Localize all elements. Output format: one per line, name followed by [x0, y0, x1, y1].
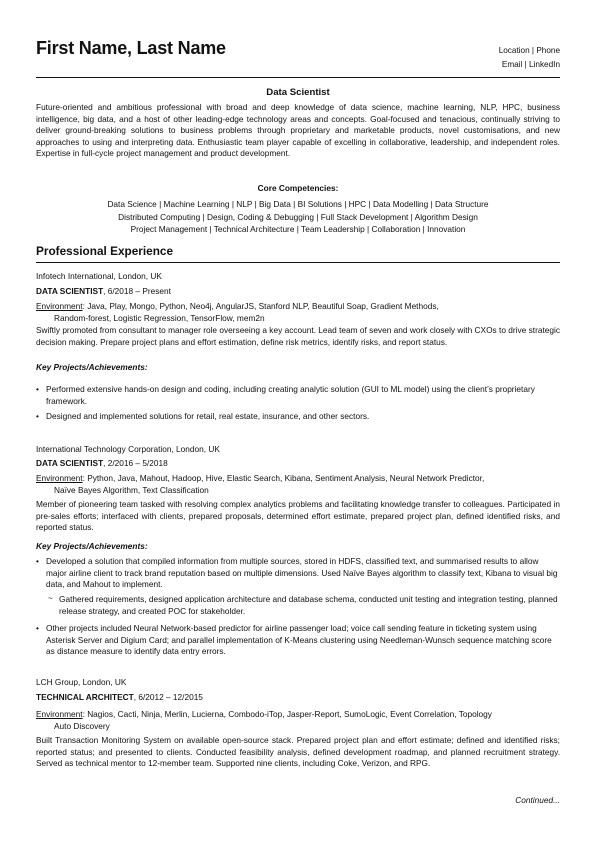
bullet-text: Developed a solution that compiled information from multiple sources, stored in HDFS, classified text, and summarised results to allow major airline client to track brand reputation based on multiple dimensions. Used Naïve Bayes algorithm to classify text, Kibana to visual big data, and Mahout to implement. [46, 556, 558, 590]
competencies-line: Project Management | Technical Architecture | Team Leadership | Collaboration | Innovation [130, 224, 466, 235]
achievement-sub-bullet [46, 594, 560, 617]
environment-text: : Java, Play, Mongo, Python, Neo4j, AngularJS, Stanford NLP, Beautiful Soap, Gradient Methods, [82, 301, 439, 311]
environment-label: Environment [36, 301, 83, 311]
contact-email-linkedin: Email | LinkedIn [501, 59, 560, 69]
achievement-bullet [36, 623, 560, 658]
role-title: Data Scientist [266, 87, 330, 98]
resume-header [36, 38, 560, 78]
job-dates: , 6/2018 – Present [103, 286, 171, 296]
job-title: DATA SCIENTIST [36, 458, 104, 468]
job-company: International Technology Corporation, London, UK [36, 444, 220, 454]
competencies-heading: Core Competencies: [257, 183, 339, 193]
job-environment [36, 473, 560, 485]
experience-heading: Professional Experience [36, 244, 174, 258]
environment-text-cont: Naïve Bayes Algorithm, Text Classification [54, 485, 209, 495]
bullet-marker: • [36, 384, 39, 394]
job-title-line [36, 286, 560, 298]
bullet-marker: • [36, 411, 39, 421]
experience-rule [36, 262, 560, 263]
environment-label: Environment [36, 709, 83, 719]
bullet-text: Designed and implemented solutions for retail, real estate, insurance, and other sectors. [46, 411, 370, 421]
competencies-line: Data Science | Machine Learning | NLP | Big Data | BI Solutions | HPC | Data Modelling | Data Structure [107, 199, 489, 209]
environment-text-cont: Random-forest, Logistic Regression, TensorFlow, mem2n [54, 313, 265, 323]
bullet-marker: • [36, 623, 39, 633]
environment-text-cont: Auto Discovery [54, 721, 110, 731]
job-description: Member of pioneering team tasked with resolving complex analytics problems and facilitating knowledge transfer to colleagues. Participated in pre-sales efforts; interfaced with clients, prepared proposals, determined effort estimate, prepared project plan, defined identified risks, and reported status. [36, 499, 560, 533]
continued-note: Continued... [515, 795, 560, 805]
key-projects-label: Key Projects/Achievements: [36, 541, 148, 551]
job-environment [36, 301, 560, 313]
job-title: DATA SCIENTIST [36, 286, 104, 296]
achievement-bullet [36, 556, 560, 591]
achievement-bullet [36, 384, 560, 407]
job-description: Swiftly promoted from consultant to manager role overseeing a key account. Lead team of seven and work closely with CXOs to drive strategic decision making. Prepare project plans and effort estimation, define risk metrics, identify risks, and report status. [36, 325, 560, 347]
key-projects-label: Key Projects/Achievements: [36, 362, 148, 372]
environment-label: Environment [36, 473, 83, 483]
contact-location-phone: Location | Phone [498, 46, 560, 55]
contact-block [499, 44, 560, 71]
sub-bullet-text: Gathered requirements, designed application architecture and database schema, conducted unit testing and integration testing, planned release strategy, and created POC for stakeholder. [59, 594, 558, 616]
candidate-name: First Name, Last Name [36, 38, 226, 58]
job-description: Built Transaction Monitoring System on available open-source stack. Prepared project plan and effort estimate; defined and identified risks; reported status; and presented to clients. Conducted feasibility analysis, defined development roadmap, and planned recruitment strategy. Served as technical mentor to 12-member team. Supported nine clients, including Coke, Verizon, and RPG. [36, 735, 560, 769]
job-environment [36, 709, 560, 721]
achievement-bullet [36, 411, 560, 423]
job-dates: , 6/2012 – 12/2015 [133, 692, 203, 702]
job-title-line [36, 458, 560, 470]
header-rule [36, 77, 560, 78]
job-company: Infotech International, London, UK [36, 271, 162, 281]
bullet-marker: • [36, 556, 39, 566]
environment-text: : Nagios, Cacti, Ninja, Merlin, Lucierna, Combodo-iTop, Jasper-Report, SumoLogic, Event Correlation, Topology [82, 709, 492, 719]
bullet-text: Other projects included Neural Network-based predictor for airline passenger load; voice call sending feature in ticketing system using Asterisk Server and Digium Card; and parallel implementation of K-Means clustering using Needleman-Wunsch sequence matching score as distance measure to identify data entry errors. [46, 623, 552, 657]
sub-bullet-marker: ~ [48, 593, 53, 603]
job-title: TECHNICAL ARCHITECT [36, 692, 134, 702]
job-title-line [36, 692, 560, 704]
competencies-line: Distributed Computing | Design, Coding & Debugging | Full Stack Development | Algorithm Design [118, 211, 478, 222]
job-company: LCH Group, London, UK [36, 677, 127, 687]
bullet-text: Performed extensive hands-on design and coding, including creating analytic solution (GUI to ML model) using the client’s proprietary framework. [46, 384, 535, 406]
environment-text: : Python, Java, Mahout, Hadoop, Hive, Elastic Search, Kibana, Sentiment Analysis, Neural Network Predictor, [82, 473, 485, 483]
summary-paragraph: Future-oriented and ambitious professional with broad and deep knowledge of data science, machine learning, NLP, HPC, business intelligence, big data, and a host of other leading-edge technology areas and concepts. Goal-focused and tenacious, continually striving to deliver ground-breaking solutions to business problems through proprietary and marketable products, novel customisations, and new approaches to using and interpreting data. Enthusiastic team player capable of excelling in collaborative, leadership, and independent roles. Expertise in full-cycle project management and product development. [36, 102, 560, 159]
job-dates: , 2/2016 – 5/2018 [103, 458, 168, 468]
competencies-list [36, 198, 560, 236]
